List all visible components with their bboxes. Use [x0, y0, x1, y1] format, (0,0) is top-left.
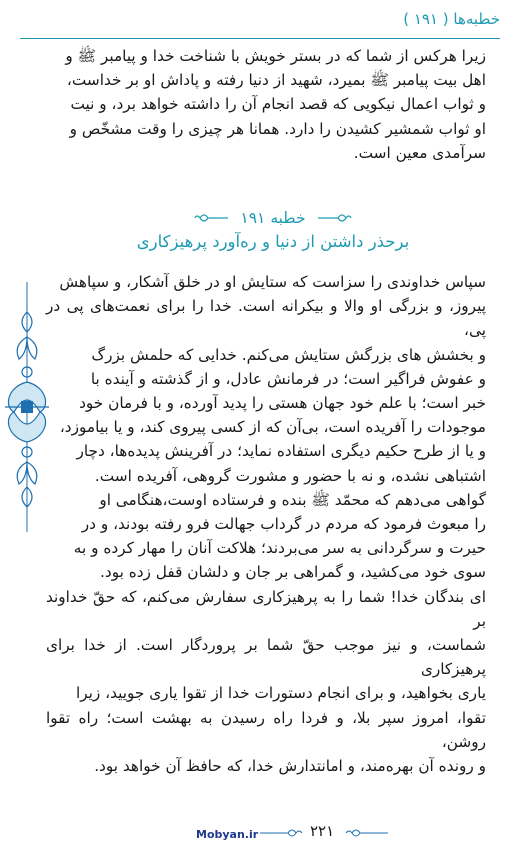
body-line: سوی خود می‌کشید، و گمراهی بر جان و دلشان قفل زده بود.	[100, 563, 486, 582]
body-line: سپاس خداوندی را سزاست که ستایش او در خلق آشکار، و سپاهش	[59, 273, 486, 291]
page-number: ۲۲۱	[310, 822, 335, 840]
body-line: ای بندگان خدا! شما را به پرهیزکاری سفارش می‌کنم، که حقّ خداوند بر	[46, 587, 486, 630]
footer-flourish-right-icon	[258, 826, 304, 840]
header-rule	[20, 38, 500, 39]
header-title: خطبه‌ها ( ۱۹۱ )	[403, 10, 500, 28]
body-line: اشتباهی نشده، و نه با حضور و مشورت گروهی، آفریده است.	[94, 466, 486, 485]
flourish-right-icon	[316, 211, 352, 225]
intro-line: زیرا هرکس از شما که در بستر خویش با شناخت خدا و پیامبر ﷺ و	[65, 47, 486, 65]
body-line: و یا از طرح حکیم دیگری استفاده نماید؛ در آفرینش پدیده‌ها، دچار	[76, 442, 486, 461]
body-line: گواهی می‌دهم که محمّد ﷺ بنده و فرستاده اوست،هنگامی او	[99, 490, 486, 509]
body-line: و بخشش های بزرگش ستایش می‌کنم. خدایی که حلمش بزرگ	[91, 345, 486, 364]
body-line: را مبعوث فرمود که مردم در گرداب جهالت فرو رفته بودند، و در	[81, 515, 486, 534]
footer-brand: Mobyan.ir	[196, 828, 259, 841]
sermon-heading	[60, 206, 486, 251]
body-line: پیروز، و بزرگی او والا و بیکرانه است. خدا را برای نعمت‌های پی در پی،	[46, 297, 486, 340]
intro-line: اهل بیت پیامبر ﷺ بمیرد، شهید از دنیا رفته و پاداش او بر خداست،	[66, 71, 486, 90]
intro-line: و ثواب اعمال نیکویی که قصد انجام آن را داشته خواهد برد، و نیت	[70, 95, 486, 114]
side-ornament-icon	[2, 282, 52, 532]
intro-paragraph	[46, 44, 486, 165]
sermon-body	[46, 270, 486, 778]
body-line: حیرت و سرگردانی به سر می‌بردند؛ هلاکت آنان را مهار کرده و به	[73, 539, 486, 558]
sermon-title: خطبه ۱۹۱	[240, 209, 306, 227]
intro-line: او ثواب شمشیر کشیدن را دارد. همانا هر چیزی را وقت مشخّص و	[69, 119, 486, 138]
flourish-left-icon	[194, 211, 230, 225]
body-line: یاری بخواهید، و برای انجام دستورات خدا از تقوا یاری جویید، زیرا	[75, 684, 486, 703]
body-line: شماست، و نیز موجب حقّ شما بر پروردگار است. از خدا برای پرهیزکاری	[46, 636, 486, 679]
intro-line: سرآمدی معین است.	[353, 143, 486, 162]
page-footer	[0, 818, 520, 848]
sermon-subtitle: برحذر داشتن از دنیا و ره‌آورد پرهیزکاری	[136, 232, 410, 251]
footer-flourish-left-icon	[344, 826, 390, 840]
body-line: خبر است؛ با علم خود جهان هستی را پدید آورده، و با فرمان خود	[79, 394, 486, 413]
body-line: و عفوش فراگیر است؛ در فرمانش عادل، و از گذشته و آینده با	[90, 369, 486, 388]
body-line: موجودات را آفریده است، بی‌آن که از کسی پیروی کند، و یا بیاموزد،	[59, 418, 486, 437]
page-header	[403, 10, 500, 28]
body-line: و رونده آن بهره‌مند، و امانتدارش خدا، که حافظ آن خواهد بود.	[94, 757, 486, 776]
body-line: تقوا، امروز سپر بلا، و فردا راه رسیدن به بهشت است؛ راه تقوا روشن،	[46, 708, 486, 751]
